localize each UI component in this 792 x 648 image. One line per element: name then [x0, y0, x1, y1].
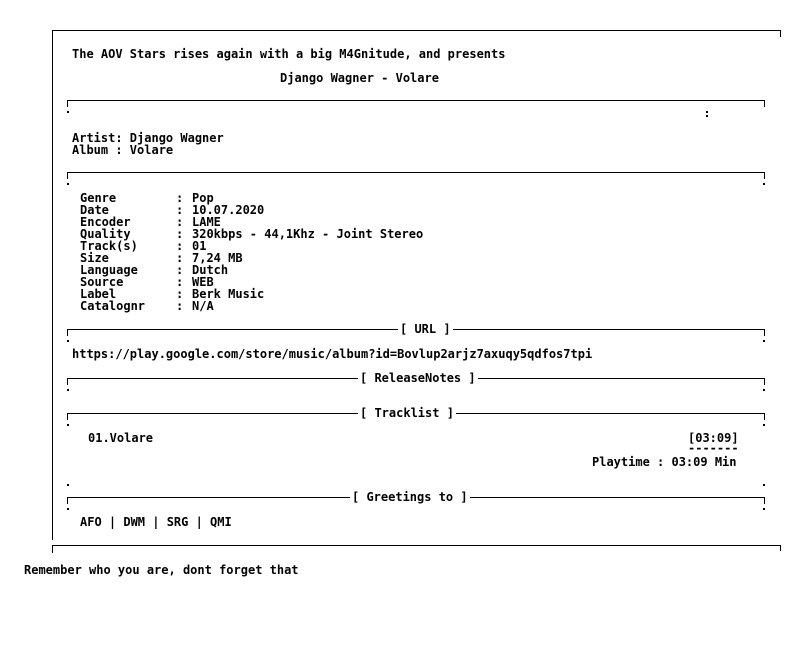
album-line: Album : Volare [72, 143, 174, 157]
info-key: Language [80, 263, 138, 277]
info-colon: : [176, 191, 184, 205]
intro-line-1: The AOV Stars rises again with a big M4Gnitude, and presents [72, 47, 506, 61]
releasenotes-section-title: [ ReleaseNotes ] [360, 371, 476, 385]
info-key: Date [80, 203, 109, 217]
playtime-total: Playtime : 03:09 Min [592, 455, 737, 469]
info-key: Catalognr [80, 299, 146, 313]
tracklist-box-right-tick [764, 413, 765, 420]
info-value: Dutch [192, 263, 229, 277]
info-box-right-dot [763, 183, 765, 185]
footer-text: Remember who you are, dont forget that [24, 563, 299, 577]
greetings-section-title: [ Greetings to ] [352, 490, 468, 504]
info-key: Size [80, 251, 109, 265]
tracklist-box-left-tick [67, 413, 68, 420]
info-row [80, 300, 214, 312]
tracklist-box-right-dot [763, 424, 765, 426]
info-value: Berk Music [192, 287, 265, 301]
outer-frame-top [52, 30, 780, 31]
outer-frame-left [52, 30, 53, 540]
tracklist-box-left-dot [67, 424, 69, 426]
info-key: Encoder [80, 215, 131, 229]
info-value: LAME [192, 215, 221, 229]
url-box-right-tick [764, 329, 765, 336]
info-value: WEB [192, 275, 214, 289]
url-box-left-tick [67, 329, 68, 336]
info-colon: : [176, 251, 184, 265]
info-colon: : [176, 287, 184, 301]
info-key: Quality [80, 227, 131, 241]
url-box-left-dot [67, 340, 69, 342]
info-colon: : [176, 215, 184, 229]
outer-frame-bottom [52, 545, 780, 546]
greetings-box-right-tick [764, 497, 765, 504]
outer-frame-top-right-tick [780, 30, 781, 37]
artist-box-left-tick [67, 100, 68, 107]
url-section-title: [ URL ] [400, 322, 451, 336]
greetings-box-left-tick [67, 497, 68, 504]
release-title: Django Wagner - Volare [280, 71, 439, 85]
album-url-link[interactable]: https://play.google.com/store/music/album?id=Bovlup2arjz7axuqy5qdfos7tpi [72, 347, 593, 361]
greetings-text: AFO | DWM | SRG | QMI [80, 515, 232, 529]
info-box-top-rule [67, 172, 765, 173]
info-value: Pop [192, 191, 214, 205]
artist-box-right-dot [706, 111, 708, 113]
info-key: Source [80, 275, 124, 289]
info-key: Track(s) [80, 239, 138, 253]
info-colon: : [176, 275, 184, 289]
releasenotes-box-left-tick [67, 378, 68, 385]
track-name: 01.Volare [88, 431, 154, 445]
info-box-left-tick [67, 172, 68, 179]
info-value: 10.07.2020 [192, 203, 265, 217]
outer-frame-bottom-right-tick [780, 545, 781, 551]
artist-box-top-rule [67, 100, 765, 101]
info-key: Label [80, 287, 117, 301]
outer-frame-bottom-left-tick [52, 545, 53, 553]
info-colon: : [176, 203, 184, 217]
track-duration: [03:09] [688, 431, 739, 445]
info-colon: : [176, 239, 184, 253]
greetings-box-pre-left-dot [67, 484, 69, 486]
greetings-box-left-dot [67, 508, 69, 510]
artist-line: Artist: Django Wagner [72, 131, 224, 145]
releasenotes-box-right-dot [763, 389, 765, 391]
greetings-box-right-dot [763, 508, 765, 510]
greetings-box-pre-right-dot [763, 484, 765, 486]
info-colon: : [176, 227, 184, 241]
info-value: 320kbps - 44,1Khz - Joint Stereo [192, 227, 424, 241]
info-colon: : [176, 299, 184, 313]
url-box-right-dot [763, 340, 765, 342]
info-box-right-tick [764, 172, 765, 179]
info-key: Genre [80, 191, 117, 205]
tracklist-section-title: [ Tracklist ] [360, 406, 454, 420]
artist-box-right-dot-2 [706, 115, 708, 117]
info-colon: : [176, 263, 184, 277]
artist-box-left-dot [67, 111, 69, 113]
info-value: 01 [192, 239, 207, 253]
info-box-left-dot [67, 183, 69, 185]
artist-box-right-tick [764, 100, 765, 107]
releasenotes-box-left-dot [67, 389, 69, 391]
info-value: 7,24 MB [192, 251, 243, 265]
track-separator: ------- [688, 441, 739, 455]
releasenotes-box-right-tick [764, 378, 765, 385]
info-value: N/A [192, 299, 214, 313]
